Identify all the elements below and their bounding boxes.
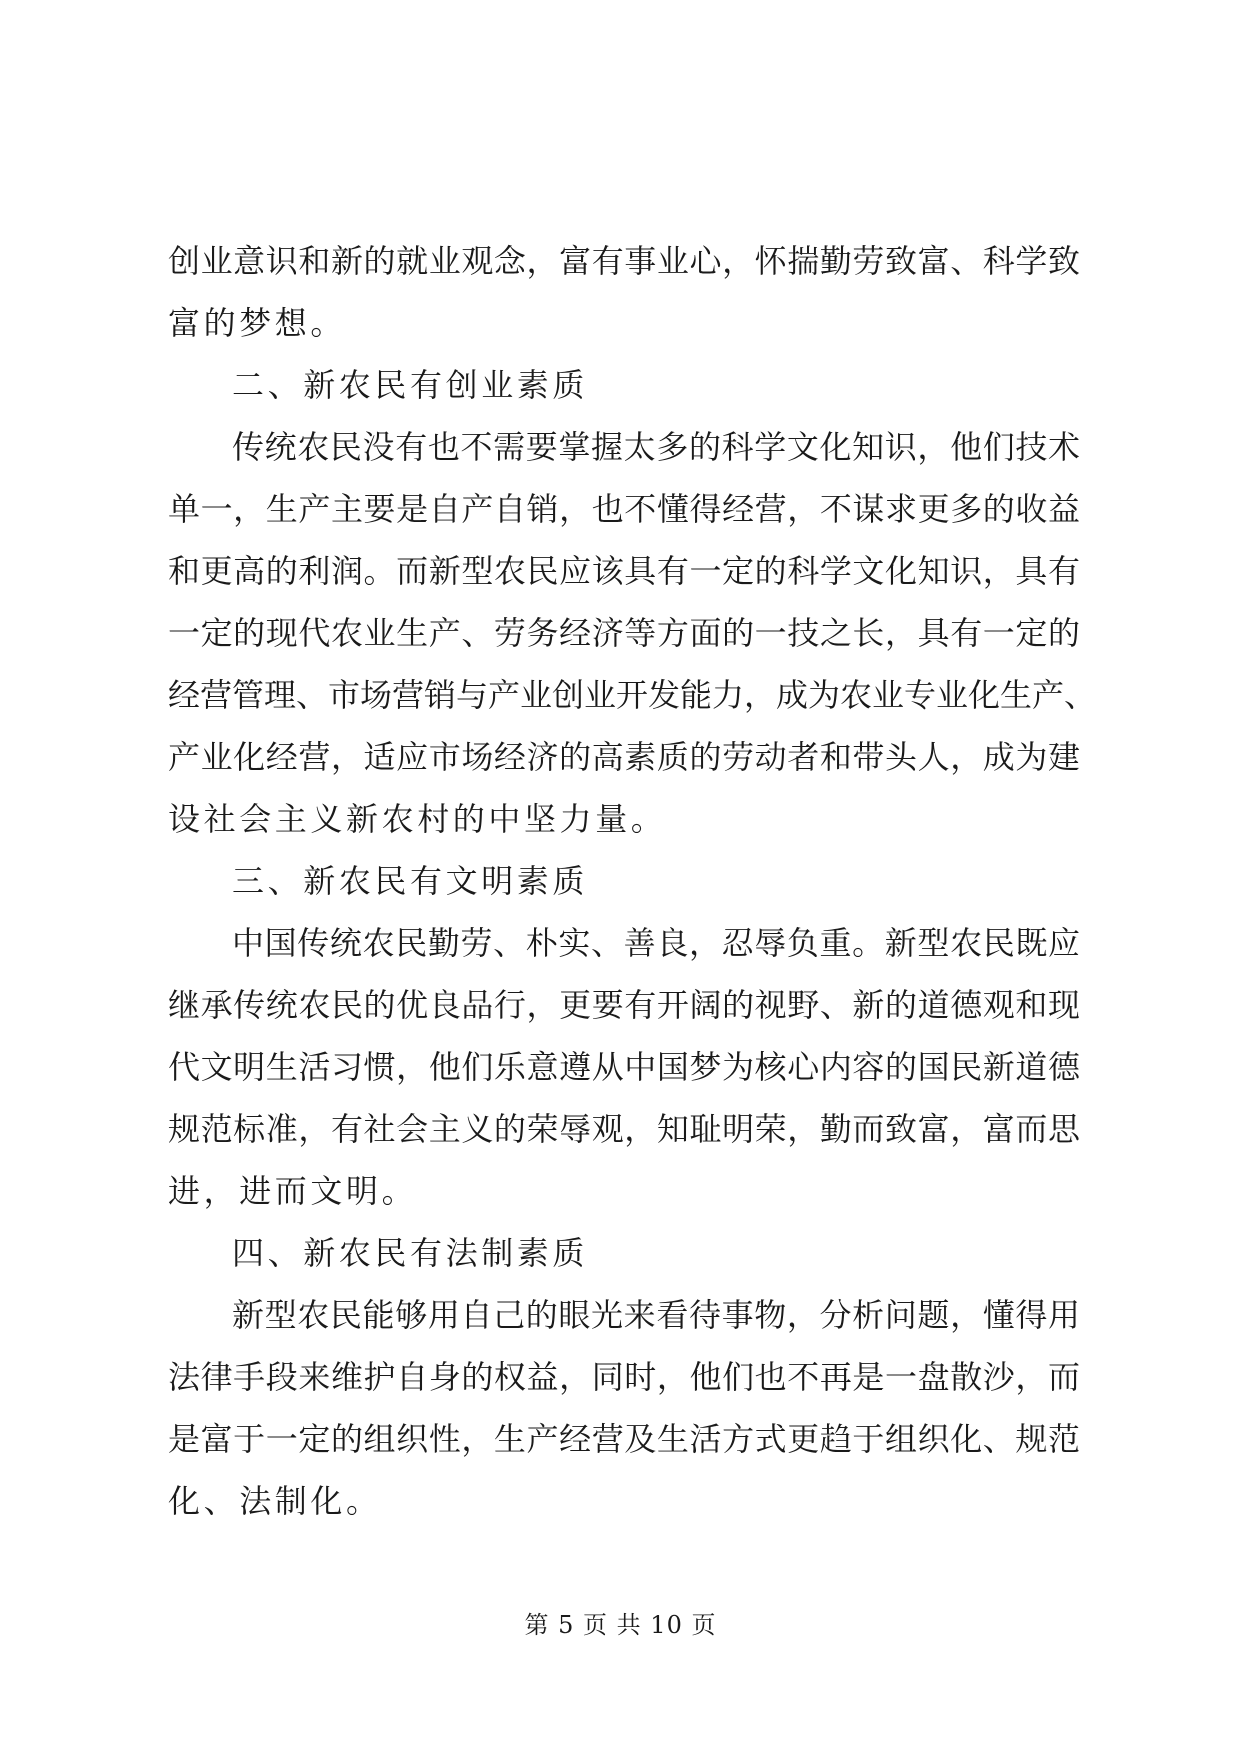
paragraph-line: 继承传统农民的优良品行，更要有开阔的视野、新的道德观和现 [168, 986, 1080, 1024]
paragraph-line: 代文明生活习惯，他们乐意遵从中国梦为核心内容的国民新道德 [168, 1048, 1080, 1086]
paragraph-line: 创业意识和新的就业观念，富有事业心，怀揣勤劳致富、科学致 [168, 242, 1080, 280]
paragraph-line: 中国传统农民勤劳、朴实、善良，忍辱负重。新型农民既应 [232, 924, 1080, 962]
paragraph-line: 规范标准，有社会主义的荣辱观，知耻明荣，勤而致富，富而思 [168, 1110, 1080, 1148]
paragraph-line: 设社会主义新农村的中坚力量。 [168, 800, 667, 838]
paragraph-line: 传统农民没有也不需要掌握太多的科学文化知识，他们技术 [232, 428, 1080, 466]
section-heading: 二、新农民有创业素质 [232, 366, 589, 404]
paragraph-line: 法律手段来维护自身的权益，同时，他们也不再是一盘散沙，而 [168, 1358, 1080, 1396]
paragraph-line: 一定的现代农业生产、劳务经济等方面的一技之长，具有一定的 [168, 614, 1080, 652]
paragraph-line: 产业化经营，适应市场经济的高素质的劳动者和带头人，成为建 [168, 738, 1080, 776]
section-heading: 三、新农民有文明素质 [232, 862, 589, 900]
page-footer: 第 5 页 共 10 页 [524, 1611, 717, 1639]
paragraph-line: 是富于一定的组织性，生产经营及生活方式更趋于组织化、规范 [168, 1420, 1080, 1458]
paragraph-line: 化、法制化。 [168, 1482, 382, 1520]
paragraph-line: 经营管理、市场营销与产业创业开发能力，成为农业专业化生产、 [168, 676, 1097, 714]
paragraph-line: 富的梦想。 [168, 304, 347, 342]
paragraph-line: 单一，生产主要是自产自销，也不懂得经营，不谋求更多的收益 [168, 490, 1080, 528]
paragraph-line: 新型农民能够用自己的眼光来看待事物，分析问题，懂得用 [232, 1296, 1080, 1334]
section-heading: 四、新农民有法制素质 [232, 1234, 589, 1272]
paragraph-line: 和更高的利润。而新型农民应该具有一定的科学文化知识，具有 [168, 552, 1080, 590]
paragraph-line: 进，进而文明。 [168, 1172, 418, 1210]
document-body [168, 230, 1097, 1532]
